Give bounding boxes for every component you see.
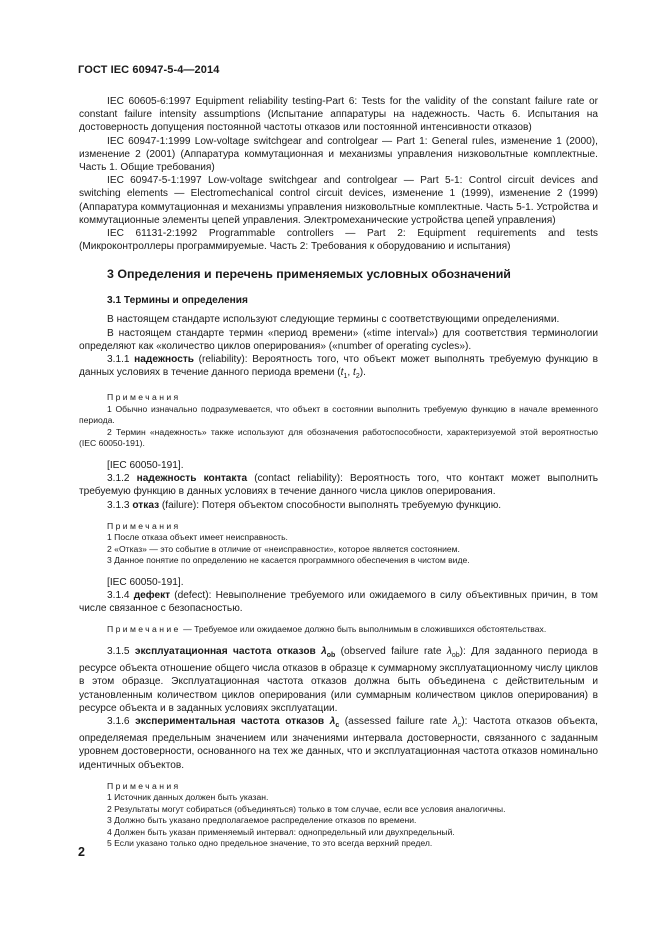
notes-heading: Примечания bbox=[107, 520, 181, 531]
term-name: отказ bbox=[132, 499, 160, 511]
section-title: 3 Определения и перечень применяемых условных обозначений bbox=[107, 267, 511, 282]
note-item: 4 Должен быть указан применяемый интервал: однопредельный или двухпредельный. bbox=[107, 826, 455, 837]
note-text: — Требуемое или ожидаемое должно быть выполнимым в сложившихся обстоятельствах. bbox=[180, 624, 547, 635]
time-symbol: t bbox=[353, 367, 356, 379]
symbol-lambda: λ bbox=[329, 715, 336, 727]
note-item: 2 Результаты могут собираться (объединяться) только в том случае, если все условия аналогичны. bbox=[107, 803, 506, 814]
subsection-title: 3.1 Термины и определения bbox=[107, 295, 248, 307]
term-definition: (failure): Потеря объектом способности выполнять требуемую функцию. bbox=[159, 499, 502, 511]
term-3-1-4 bbox=[79, 589, 598, 615]
note-item: 1 После отказа объект имеет неисправность. bbox=[107, 532, 288, 543]
term-name: надежность bbox=[134, 354, 195, 366]
term-number: 3.1.1 bbox=[107, 354, 130, 366]
intro-paragraph: В настоящем стандарте используют следующие термины с соответствующими определениями. bbox=[107, 314, 560, 326]
term-definition-rest: ): Для заданного периода в ресурсе объекта отношение общего числа отказов в образце к суммарному эксплуатационному числу циклов в этом образце. Эксплуатационная частота отказов должна быть объединена с действительным и установленным количеством циклов оперирования (или суммарным количеством циклов оперирования) в ресурсе объекта и в заданных условиях эксплуатации. bbox=[79, 645, 598, 714]
reference-entry: IEC 60947-1:1999 Low-voltage switchgear and controlgear — Part 1: General rules, изменение 1 (2000), изменение 2 (2001) (Аппаратура коммутационная и механизмы управления низковольтные комплектные. Часть 1. Общие требования) bbox=[79, 135, 598, 174]
source-reference: [IEC 60050-191]. bbox=[107, 459, 184, 471]
term-definition: (contact reliability): Вероятность того, что контакт может выполнить требуемую функцию в данных условиях в течение данного числа циклов оперирования. bbox=[79, 473, 598, 498]
note-item: 1 Источник данных должен быть указан. bbox=[107, 792, 269, 803]
term-number: 3.1.3 bbox=[107, 499, 130, 511]
term-name: экспериментальная частота отказов bbox=[135, 715, 325, 727]
term-3-1-5 bbox=[79, 645, 598, 715]
note-item: 5 Если указано только одно предельное значение, то это всегда верхний предел. bbox=[107, 838, 433, 849]
note-item: 3 Должно быть указано предполагаемое распределение отказов по времени. bbox=[107, 815, 417, 826]
symbol-lambda: λ bbox=[446, 645, 452, 657]
term-definition-rest: ): Частота отказов объекта, определяемая предельным значением или значениями интервала достоверности, связанного с заданным уровнем достоверности, основанного на тех же данных, что и эксплуатационная частота отказов номинально идентичных объектов. bbox=[79, 715, 598, 771]
symbol-lambda: λ bbox=[321, 645, 327, 657]
page-content bbox=[79, 95, 598, 850]
reference-entry: IEC 60947-5-1:1997 Low-voltage switchgear and controlgear — Part 5-1: Control circuit devices and switching elements — Electromechanical control circuit devices, изменение 1 (1999), изменение 2 (1999) (Аппаратура коммутационная и механизмы управления низковольтные комплектные. Часть 5-1. Устройства и коммутационные элементы цепей управления. Электромеханические устройства цепей управления) bbox=[79, 175, 598, 226]
note-heading: Примечание bbox=[107, 624, 181, 635]
time-symbol: t bbox=[340, 367, 344, 379]
term-definition: (defect): Невыполнение требуемого или ожидаемого в силу объективных причин, в том числе связанное с безопасностью. bbox=[79, 590, 598, 615]
source-reference: [IEC 60050-191]. bbox=[107, 576, 184, 588]
reference-entry: IEC 61131-2:1992 Programmable controllers — Part 2: Equipment requirements and tests (Микроконтроллеры программируемые. Часть 2: Требования к оборудованию и испытания) bbox=[79, 228, 598, 253]
reference-entry: IEC 60605-6:1997 Equipment reliability testing-Part 6: Tests for the validity of the constant failure rate or constant failure intensity assumptions (Испытание аппаратуры на надежность. Часть 6. Испытания на достоверность допущения постоянной частоты отказов или постоянной интенсивности отказов) bbox=[79, 96, 598, 134]
note-item: 2 «Отказ» — это событие в отличие от «неисправности», которое является состоянием. bbox=[107, 543, 460, 554]
term-number: 3.1.4 bbox=[107, 590, 130, 601]
symbol-subscript: c bbox=[457, 721, 462, 729]
symbol-subscript: ob bbox=[326, 651, 336, 659]
term-number: 3.1.2 bbox=[107, 473, 130, 485]
intro-paragraph: В настоящем стандарте термин «период времени» («time interval») для соответствия терминологии определяют как «количество циклов оперирования» («number of operating cycles»). bbox=[79, 327, 598, 352]
symbol-subscript: c bbox=[335, 721, 340, 729]
note-item: 3 Данное понятие по определению не касается программного обеспечения в чистом виде. bbox=[107, 555, 470, 566]
term-definition: (reliability): Вероятность того, что объект может выполнять требуемую функцию в данных условиях в течение данного периода времени ( bbox=[79, 354, 598, 379]
term-name: эксплуатационная частота отказов bbox=[134, 645, 316, 657]
term-3-1-2 bbox=[79, 472, 598, 498]
separator: , bbox=[347, 367, 354, 379]
document-header: ГОСТ IEC 60947-5-4—2014 bbox=[78, 64, 220, 76]
term-name: надежность контакта bbox=[136, 473, 248, 485]
term-3-1-3 bbox=[79, 499, 598, 512]
single-note bbox=[79, 624, 598, 636]
time-subscript: 2 bbox=[355, 373, 360, 381]
term-name: дефект bbox=[133, 590, 171, 601]
page-number: 2 bbox=[78, 845, 85, 859]
term-definition: (observed failure rate bbox=[335, 645, 447, 657]
notes-heading: Примечания bbox=[107, 780, 181, 791]
time-subscript: 1 bbox=[343, 373, 348, 381]
note-item: 1 Обычно изначально подразумевается, что объект в состоянии выполнить требуемую функцию в начале временного периода. bbox=[79, 403, 598, 426]
term-3-1-6 bbox=[79, 715, 598, 772]
symbol-lambda: λ bbox=[452, 715, 458, 727]
term-number: 3.1.5 bbox=[107, 645, 130, 657]
term-end: ). bbox=[359, 367, 366, 379]
term-number: 3.1.6 bbox=[107, 715, 130, 727]
note-item: 2 Термин «надежность» также используют для обозначения работоспособности, характеризуемой этой вероятностью (IEC 60050-191). bbox=[79, 426, 598, 449]
term-3-1-1 bbox=[79, 353, 598, 383]
notes-heading: Примечания bbox=[107, 392, 181, 403]
term-definition: (assessed failure rate bbox=[339, 715, 453, 727]
symbol-subscript: ob bbox=[451, 651, 460, 659]
